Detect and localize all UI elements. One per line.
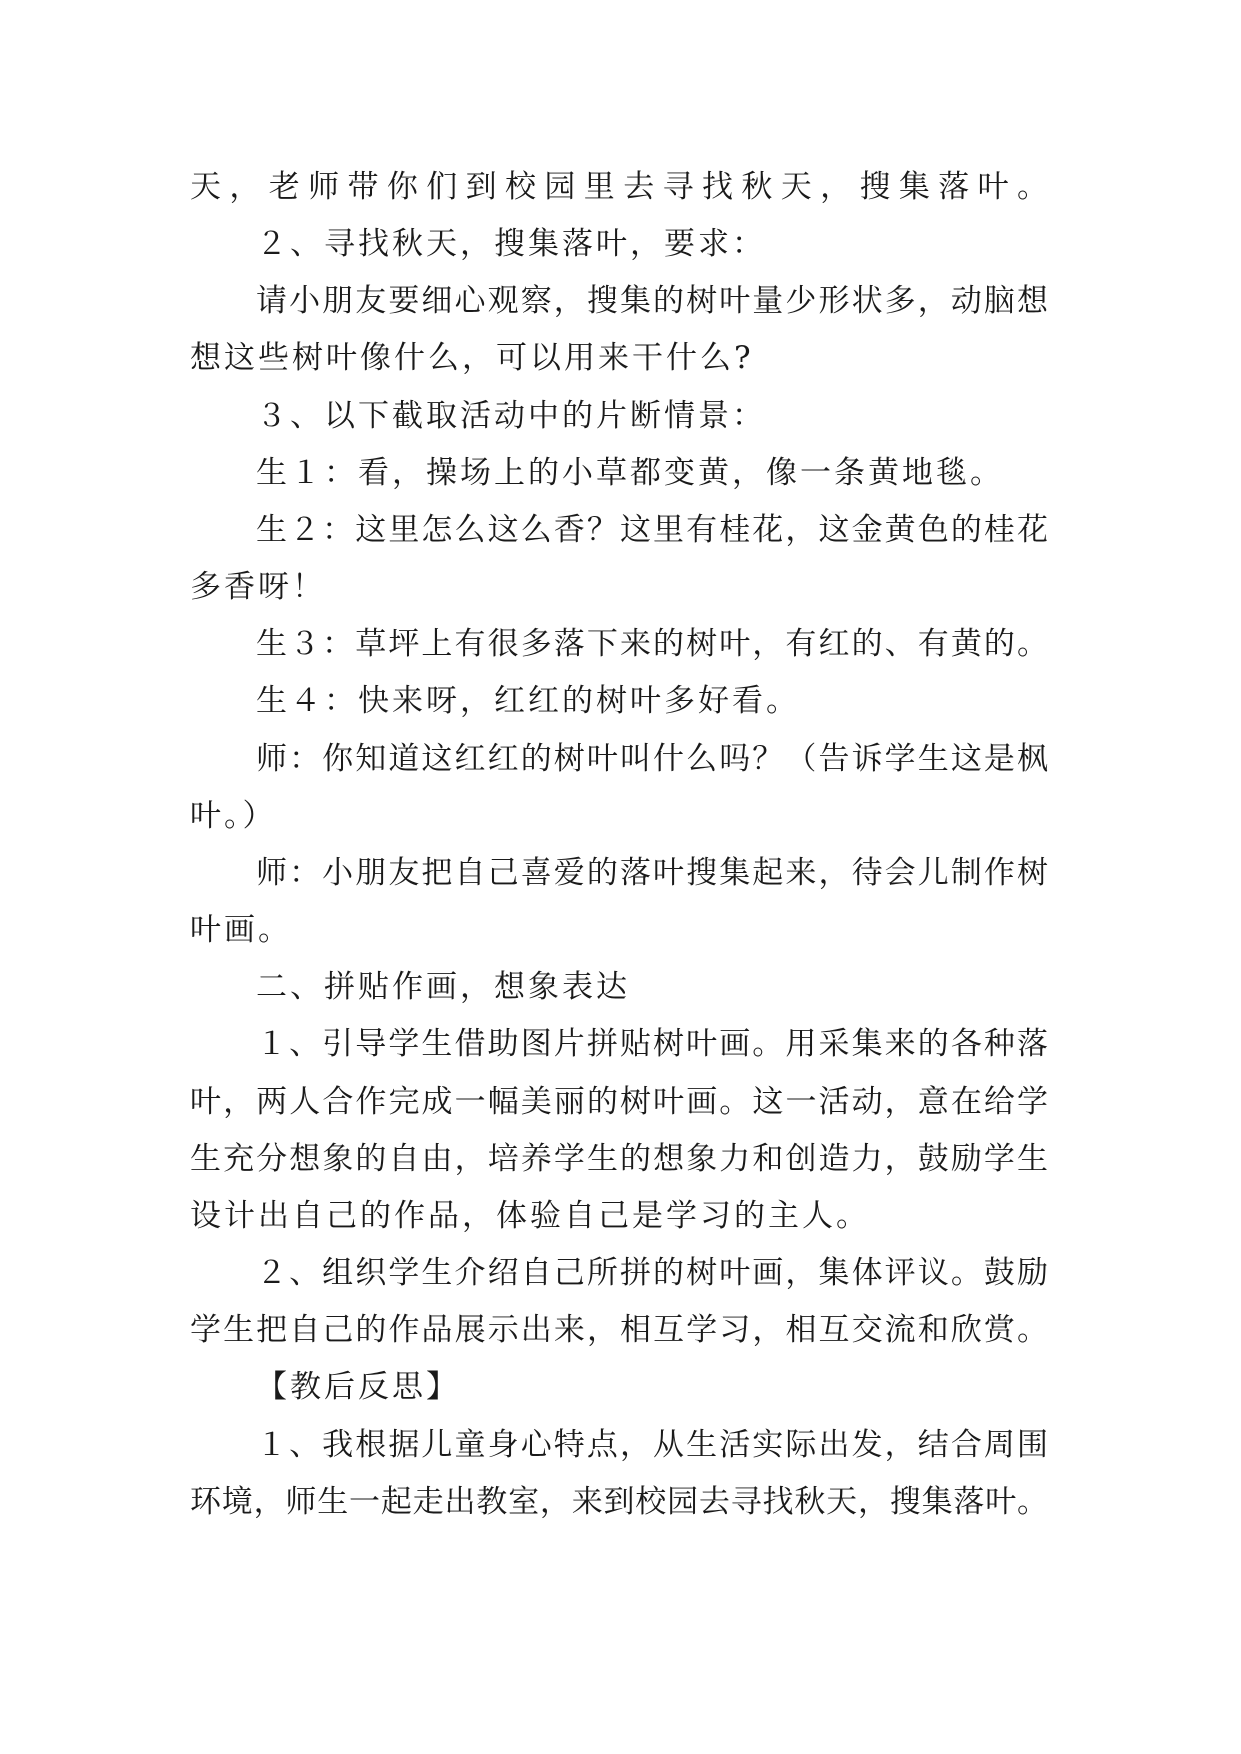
text-line: 叶。） bbox=[190, 798, 277, 834]
text-line: 叶，两人合作完成一幅美丽的树叶画。这一活动，意在给学 bbox=[190, 1084, 1048, 1120]
text-line: １、我根据儿童身心特点，从生活实际出发，结合周围 bbox=[256, 1427, 1048, 1463]
text-line: 多香呀！ bbox=[190, 569, 326, 605]
section-heading: 【教后反思】 bbox=[256, 1369, 460, 1405]
text-line: １、引导学生借助图片拼贴树叶画。用采集来的各种落 bbox=[256, 1026, 1048, 1062]
text-line: 生３：草坪上有很多落下来的树叶，有红的、有黄的。 bbox=[256, 626, 1048, 662]
text-line: 生２：这里怎么这么香？这里有桂花，这金黄色的桂花 bbox=[256, 512, 1048, 548]
section-heading: 二、拼贴作画，想象表达 bbox=[256, 969, 630, 1005]
text-line: 设计出自己的作品，体验自己是学习的主人。 bbox=[190, 1198, 870, 1234]
text-line: 生充分想象的自由，培养学生的想象力和创造力，鼓励学生 bbox=[190, 1141, 1048, 1177]
text-line: 请小朋友要细心观察，搜集的树叶量少形状多，动脑想 bbox=[256, 283, 1048, 319]
text-line: 师：小朋友把自己喜爱的落叶搜集起来，待会儿制作树 bbox=[256, 855, 1048, 891]
text-line: 生４：快来呀，红红的树叶多好看。 bbox=[256, 683, 800, 719]
text-line: ３、以下截取活动中的片断情景： bbox=[256, 398, 766, 434]
text-line: 师：你知道这红红的树叶叫什么吗？（告诉学生这是枫 bbox=[256, 741, 1048, 777]
text-line: ２、寻找秋天，搜集落叶，要求： bbox=[256, 226, 766, 262]
text-line: ２、组织学生介绍自己所拼的树叶画，集体评议。鼓励 bbox=[256, 1255, 1048, 1291]
text-line: 想这些树叶像什么，可以用来干什么? bbox=[190, 340, 754, 376]
text-line: 天，老师带你们到校园里去寻找秋天，搜集落叶。 bbox=[190, 169, 1048, 205]
text-line: 环境，师生一起走出教室，来到校园去寻找秋天，搜集落叶。 bbox=[190, 1484, 1048, 1520]
text-line: 生１：看，操场上的小草都变黄，像一条黄地毯。 bbox=[256, 455, 1004, 491]
text-line: 学生把自己的作品展示出来，相互学习，相互交流和欣赏。 bbox=[190, 1312, 1048, 1348]
text-line: 叶画。 bbox=[190, 912, 292, 948]
